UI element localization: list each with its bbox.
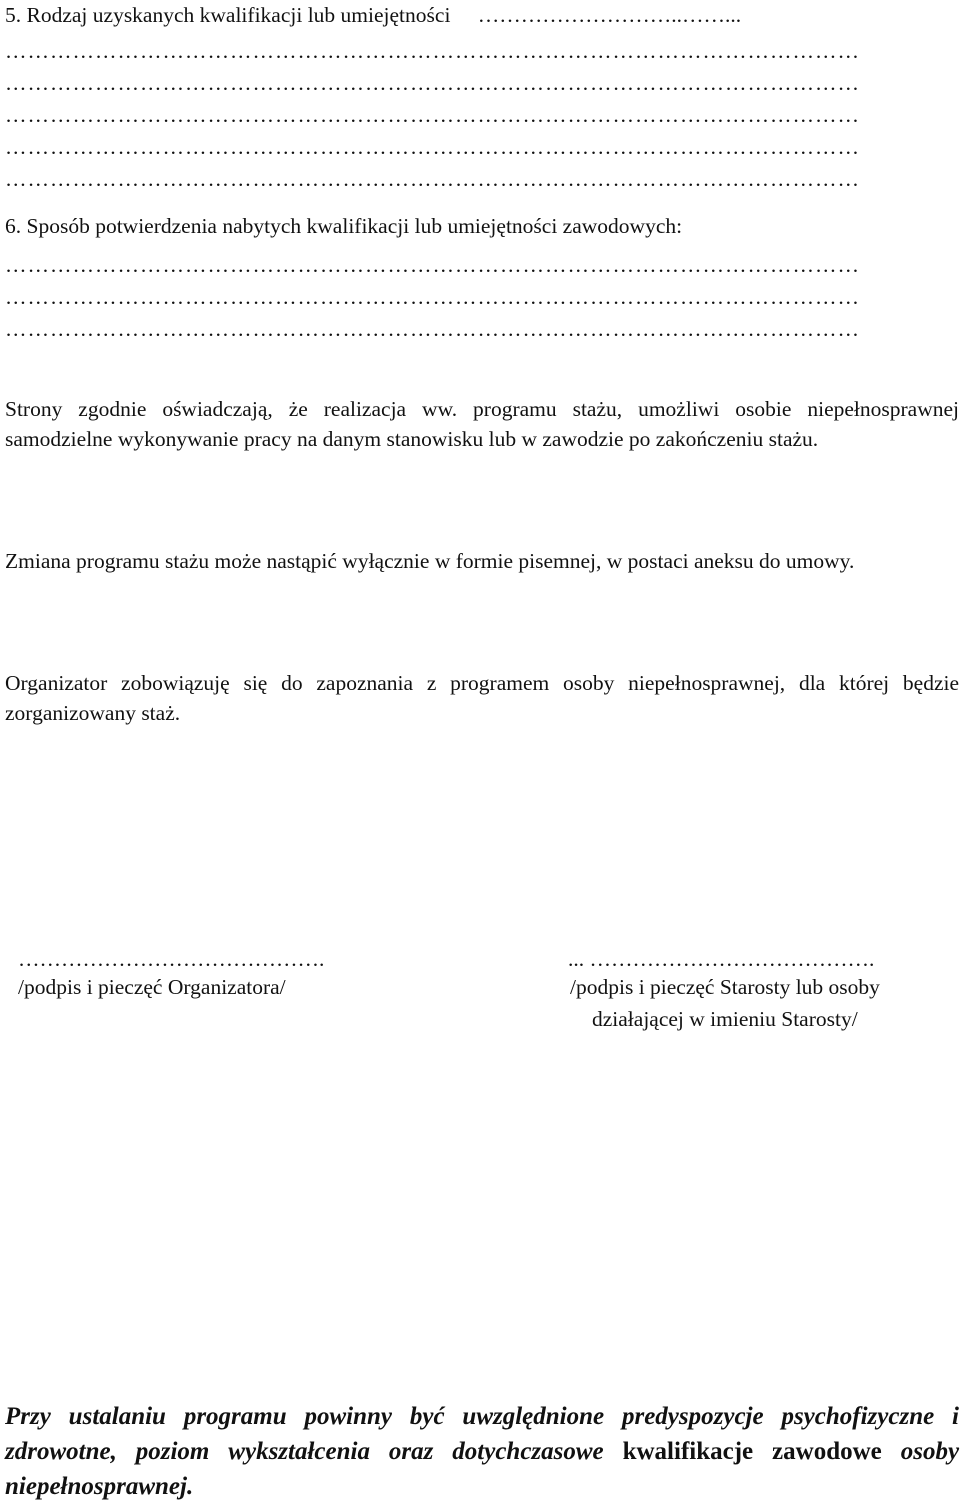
section-5-label: 5. Rodzaj uzyskanych kwalifikacji lub umiejętności bbox=[5, 3, 451, 27]
footer-note-upright: kwalifikacje zawodowe bbox=[622, 1438, 882, 1465]
starosta-signature-caption-cont: działającej w imieniu Starosty/ bbox=[592, 1007, 858, 1031]
starosta-signature-line: ... …………………………………. bbox=[568, 947, 875, 971]
footer-note-italic: Przy ustalaniu programu powinny być uwzględnione predyspozycje psychofizyczne i zdrowotne, poziom wykształcenia oraz dotychczasowe bbox=[5, 1403, 959, 1465]
footer-note-italic-end: osoby niepełnosprawnej. bbox=[5, 1438, 960, 1500]
paragraph-realization: Strony zgodnie oświadczają, że realizacja ww. programu stażu, umożliwi osobie niepełnosprawnej samodzielne wykonywanie pracy na danym stanowisku lub w zawodzie po zakończeniu stażu. bbox=[5, 397, 959, 451]
paragraph-program-change: Zmiana programu stażu może nastąpić wyłącznie w formie pisemnej, w postaci aneksu do umowy. bbox=[5, 549, 855, 573]
section-5-trailing-dots: ………………………..……... bbox=[477, 3, 742, 27]
section-6-heading: 6. Sposób potwierdzenia nabytych kwalifikacji lub umiejętności zawodowych: bbox=[5, 214, 683, 238]
organizer-signature-caption: /podpis i pieczęć Organizatora/ bbox=[18, 975, 286, 999]
section-5-dot-line: …………………………………………………………………………………………………… bbox=[5, 71, 860, 95]
section-5-dot-line: …………………………………………………………………………………………………… bbox=[5, 135, 860, 159]
paragraph-organizer-obligation: Organizator zobowiązuję się do zapoznania z programem osoby niepełnosprawnej, dla której będzie zorganizowany staż. bbox=[5, 671, 959, 725]
section-5-dot-line: …………………………………………………………………………………………………… bbox=[5, 103, 860, 127]
starosta-signature-caption: /podpis i pieczęć Starosty lub osoby bbox=[570, 975, 880, 999]
organizer-signature-line: ……………………………………. bbox=[18, 947, 325, 971]
section-5-dot-line: …………………………………………………………………………………………………… bbox=[5, 39, 860, 63]
section-6-dot-line: …………………………………………………………………………………………………… bbox=[5, 253, 860, 277]
footer-note bbox=[5, 1399, 959, 1504]
section-5-heading bbox=[5, 2, 741, 28]
section-6-dot-line: …………………………………………………………………………………………………… bbox=[5, 317, 860, 341]
section-5-dot-line: …………………………………………………………………………………………………… bbox=[5, 167, 860, 191]
section-6-dot-line: …………………………………………………………………………………………………… bbox=[5, 285, 860, 309]
